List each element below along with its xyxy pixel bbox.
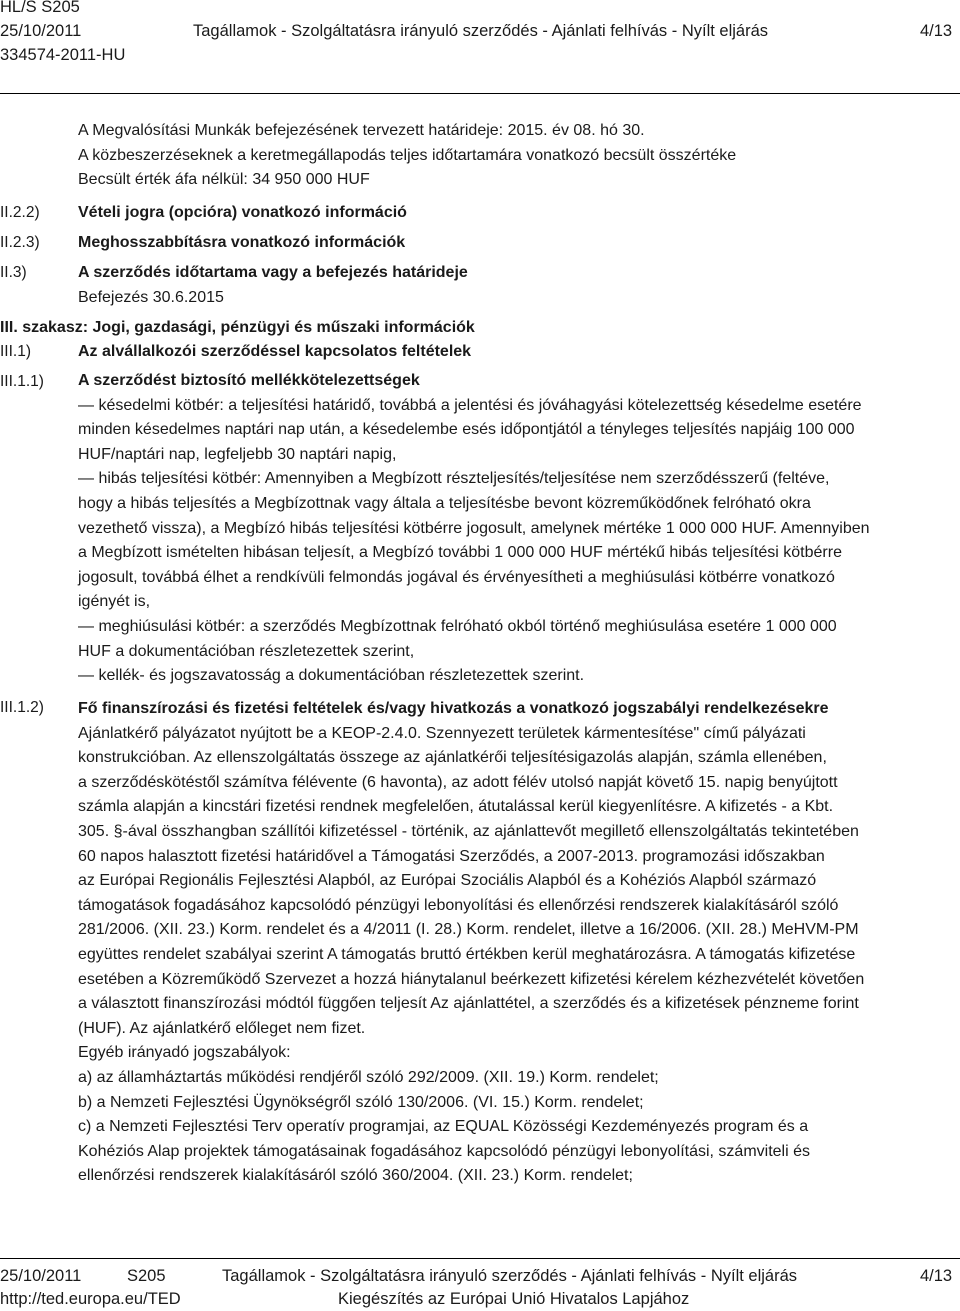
text-line: vezethető vissza), a Megbízó hibás teljesítési kötbérre jogosult, amelynek mértéke 1 000 000 HUF. Amennyiben bbox=[78, 519, 870, 537]
header-title: Tagállamok - Szolgáltatásra irányuló szerződés - Ajánlati felhívás - Nyílt eljárás bbox=[193, 22, 769, 40]
text-line: — meghiúsulási kötbér: a szerződés Megbízottnak felróható okból történő meghiúsulása esetére 1 000 000 bbox=[78, 617, 837, 635]
section-body bbox=[78, 369, 958, 689]
footer-publisher: Kiegészítés az Európai Unió Hivatalos Lapjához bbox=[338, 1290, 690, 1308]
text-line: Ajánlatkérő pályázatot nyújtott be a KEOP-2.4.0. Szennyezett területek kármentesítése" című pályázati bbox=[78, 724, 806, 742]
header-page: 4/13 bbox=[920, 22, 953, 40]
top-lines bbox=[78, 119, 958, 193]
text-line: (HUF). Az ajánlatkérő előleget nem fizet. bbox=[78, 1019, 366, 1037]
text-line: — kellék- és jogszavatosság a dokumentációban részletezettek szerint. bbox=[78, 667, 585, 685]
text-line: támogatások fogadásához kapcsolódó pénzügyi lebonyolítási és ellenőrzési rendszerek kialakításáról szóló bbox=[78, 896, 839, 914]
text-line: igényét is, bbox=[78, 593, 151, 611]
section-number: II.3) bbox=[0, 264, 27, 281]
text-line: — hibás teljesítési kötbér: Amennyiben a Megbízott részteljesítés/teljesítése nem szerződésszerű (feltéve, bbox=[78, 470, 830, 488]
text-line: c) a Nemzeti Fejlesztési Terv operatív programjai, az EQUAL Közösségi Kezdeményezés program és a bbox=[78, 1118, 809, 1136]
section-body bbox=[78, 697, 958, 1189]
header-date: 25/10/2011 bbox=[0, 22, 82, 40]
text-line: a Megbízott ismételten hibásan teljesít, a Megbízó további 1 000 000 HUF mértékű hibás teljesítési kötbérre bbox=[78, 544, 842, 562]
doc-id: HL/S S205 bbox=[0, 0, 80, 16]
completion-date: Befejezés 30.6.2015 bbox=[78, 289, 224, 306]
section-number: II.2.3) bbox=[0, 234, 40, 251]
text-line: jogosult, továbbá élhet a rendkívüli felmondás jogával és érvényesítheti a meghiúsulási kötbérre vonatkozó bbox=[78, 568, 835, 586]
notice-number: 334574-2011-HU bbox=[0, 46, 126, 64]
section-heading: A szerződés időtartama vagy a befejezés határideje bbox=[78, 264, 468, 281]
section-heading: Fő finanszírozási és fizetési feltételek és/vagy hivatkozás a vonatkozó jogszabályi rendelkezésekre bbox=[78, 700, 829, 717]
section-number: III.1) bbox=[0, 343, 32, 360]
text-line: a szerződéskötéstől számítva félévente (6 havonta), az adott félév utolsó napját követő 15. napig benyújtott bbox=[78, 773, 838, 791]
text-line: Kohéziós Alap projektek támogatásainak fogadásához kapcsolódó pénzügyi lebonyolítási, számviteli és bbox=[78, 1142, 810, 1160]
section-number: II.2.2) bbox=[0, 204, 40, 221]
section-heading: Az alvállalkozói szerződéssel kapcsolatos feltételek bbox=[78, 343, 472, 360]
text-line: hogy a hibás teljesítés a Megbízottnak vagy általa a teljesítésbe bevont közreműködőnek felróható okra bbox=[78, 494, 811, 512]
text-line: b) a Nemzeti Fejlesztési Ügynökségről szóló 130/2006. (VI. 15.) Korm. rendelet; bbox=[78, 1093, 644, 1111]
text-line: esetében a Közreműködő Szervezet a hozzá hiánytalanul beérkezett kifizetési kérelem kézhezvételét követően bbox=[78, 970, 865, 988]
footer-page: 4/13 bbox=[920, 1267, 953, 1285]
text-line: együttes rendelet szabályai szerint A támogatás bruttó értékben kerül meghatározásra. A támogatás kifizetése bbox=[78, 945, 856, 963]
part-heading: III. szakasz: Jogi, gazdasági, pénzügyi és műszaki információk bbox=[0, 319, 475, 336]
text-line: az Európai Regionális Fejlesztési Alapból, az Európai Szociális Alapból és a Kohéziós Alapból származó bbox=[78, 872, 817, 890]
text-line: a) az államháztartás működési rendjéről szóló 292/2009. (XII. 19.) Korm. rendelet; bbox=[78, 1068, 659, 1086]
text-line: minden késedelmes naptári nap után, a késedelembe esés időpontjától a tényleges teljesítés napjáig 100 000 bbox=[78, 421, 855, 439]
section-heading: Vételi jogra (opcióra) vonatkozó információ bbox=[78, 204, 407, 221]
text-line: 305. §-ával összhangban szállítói kifizetéssel - történik, az ajánlattevőt megillető ellenszolgáltatás tekintetében bbox=[78, 822, 859, 840]
text-line: 281/2006. (XII. 23.) Korm. rendelet és a 4/2011 (I. 28.) Korm. rendelet, illetve a 16/2006. (XII. 28.) MeHVM-PM bbox=[78, 921, 859, 939]
footer-date: 25/10/2011 bbox=[0, 1267, 82, 1285]
ted-link[interactable]: http://ted.europa.eu/TED bbox=[0, 1290, 181, 1308]
text-line: HUF a dokumentációban részletezettek szerint, bbox=[78, 642, 415, 660]
section-number: III.1.1) bbox=[0, 373, 44, 390]
footer-divider bbox=[0, 1258, 960, 1259]
text-line: A Megvalósítási Munkák befejezésének tervezett határideje: 2015. év 08. hó 30. bbox=[78, 122, 645, 139]
header-divider bbox=[0, 93, 960, 94]
text-line: Egyéb irányadó jogszabályok: bbox=[78, 1044, 291, 1062]
text-line: 60 napos halasztott fizetési határidővel a Támogatási Szerződés, a 2007-2013. programozási időszakban bbox=[78, 847, 825, 865]
text-line: HUF/naptári nap, legfeljebb 30 naptári napig, bbox=[78, 445, 397, 463]
text-line: Becsült érték áfa nélkül: 34 950 000 HUF bbox=[78, 171, 370, 189]
text-line: — késedelmi kötbér: a teljesítési határidő, továbbá a jelentési és jóváhagyási kötelezettség késedelme esetére bbox=[78, 396, 862, 414]
text-line: a választott finanszírozási módtól függően teljesít Az ajánlattétel, a szerződés és a kifizetések pénzneme forint bbox=[78, 995, 859, 1013]
text-line: számla alapján a kincstári fizetési rendnek megfelelően, átutalással kerül kiegyenlítésre. A kifizetés - a Kbt. bbox=[78, 798, 834, 816]
text-line: A közbeszerzéseknek a keretmegállapodás teljes időtartamára vonatkozó becsült összértéke bbox=[78, 146, 737, 164]
section-heading: Meghosszabbításra vonatkozó információk bbox=[78, 234, 406, 251]
page-header bbox=[0, 0, 960, 70]
footer-series: S205 bbox=[127, 1267, 166, 1285]
section-number: III.1.2) bbox=[0, 699, 44, 716]
footer-title: Tagállamok - Szolgáltatásra irányuló szerződés - Ajánlati felhívás - Nyílt eljárás bbox=[222, 1267, 798, 1285]
text-line: konstrukcióban. Az ellenszolgáltatás összege az ajánlatkérői teljesítésigazolás alapján, számla ellenében, bbox=[78, 749, 827, 767]
section-heading: A szerződést biztosító mellékkötelezettségek bbox=[78, 372, 420, 389]
text-line: ellenőrzési rendszerek kialakításáról szóló 360/2004. (XII. 23.) Korm. rendelet; bbox=[78, 1167, 633, 1185]
